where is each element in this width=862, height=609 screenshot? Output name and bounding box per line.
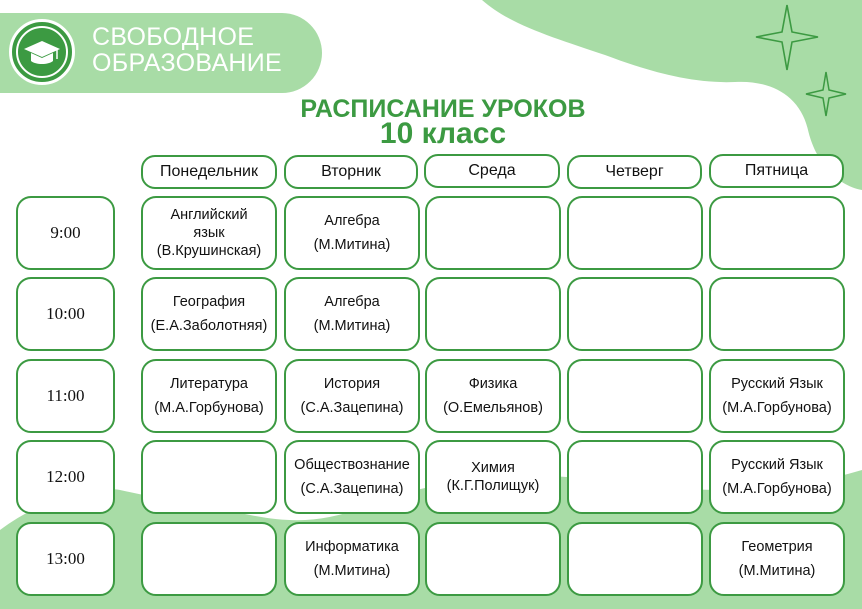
lesson-subject: История (323, 376, 381, 392)
empty-lesson-cell (425, 522, 561, 596)
lesson-cell (284, 440, 420, 514)
brand-line-1: СВОБОДНОЕ (92, 23, 255, 51)
lesson-teacher: (М.Митина) (738, 563, 816, 579)
lesson-cell (284, 277, 420, 351)
lesson-subject: Русский Язык (731, 457, 823, 473)
lesson-teacher: (М.Митина) (313, 563, 391, 579)
lesson-subject: География (172, 294, 246, 310)
lesson-subject: Геометрия (741, 539, 813, 555)
lesson-teacher: (С.А.Зацепина) (300, 481, 404, 497)
brand-line-2: ОБРАЗОВАНИЕ (92, 49, 283, 77)
empty-lesson-cell (567, 277, 703, 351)
time-slot: 9:00 (16, 196, 115, 270)
time-slot: 13:00 (16, 522, 115, 596)
lesson-cell (284, 196, 420, 270)
class-subtitle: 10 класс (379, 117, 507, 150)
day-header-wednesday: Среда (424, 154, 560, 188)
lesson-subject: Обществознание (294, 457, 410, 473)
lesson-teacher: (М.А.Горбунова) (722, 481, 832, 497)
day-header-monday: Понедельник (141, 155, 277, 189)
lesson-teacher: (О.Емельянов) (443, 400, 543, 416)
empty-lesson-cell (425, 196, 561, 270)
lesson-cell (425, 359, 561, 433)
lesson-subject: Английский язык (170, 207, 248, 241)
empty-lesson-cell (709, 196, 845, 270)
lesson-cell (425, 440, 561, 514)
lesson-teacher: (К.Г.Полищук) (446, 478, 540, 494)
empty-lesson-cell (425, 277, 561, 351)
lesson-cell (709, 440, 845, 514)
lesson-cell (284, 522, 420, 596)
lesson-teacher: (М.Митина) (313, 318, 391, 334)
lesson-cell (141, 196, 277, 270)
brand-name (92, 24, 282, 76)
time-slot: 10:00 (16, 277, 115, 351)
lesson-teacher: (М.А.Горбунова) (154, 400, 264, 416)
day-header-friday: Пятница (709, 154, 844, 188)
day-header-tuesday: Вторник (284, 155, 418, 189)
lesson-teacher: (С.А.Зацепина) (300, 400, 404, 416)
lesson-cell (141, 277, 277, 351)
time-slot: 11:00 (16, 359, 115, 433)
lesson-subject: Химия (471, 460, 515, 476)
lesson-subject: Алгебра (324, 213, 380, 229)
day-header-thursday: Четверг (567, 155, 702, 189)
empty-lesson-cell (567, 196, 703, 270)
lesson-teacher: (Е.А.Заболотняя) (150, 318, 268, 334)
lesson-subject: Физика (468, 376, 518, 392)
empty-lesson-cell (567, 440, 703, 514)
empty-lesson-cell (141, 522, 277, 596)
lesson-subject: Информатика (305, 539, 399, 555)
empty-lesson-cell (141, 440, 277, 514)
lesson-teacher: (В.Крушинская) (156, 243, 262, 259)
lesson-subject: Литература (170, 376, 248, 392)
empty-lesson-cell (567, 522, 703, 596)
lesson-subject: Алгебра (324, 294, 380, 310)
graduation-cap-icon (9, 19, 75, 85)
time-slot: 12:00 (16, 440, 115, 514)
lesson-teacher: (М.Митина) (313, 237, 391, 253)
page-title: РАСПИСАНИЕ УРОКОВ (300, 95, 586, 123)
empty-lesson-cell (567, 359, 703, 433)
lesson-cell (709, 359, 845, 433)
lesson-cell (284, 359, 420, 433)
lesson-cell (141, 359, 277, 433)
lesson-subject: Русский Язык (731, 376, 823, 392)
lesson-cell (709, 522, 845, 596)
lesson-teacher: (М.А.Горбунова) (722, 400, 832, 416)
empty-lesson-cell (709, 277, 845, 351)
